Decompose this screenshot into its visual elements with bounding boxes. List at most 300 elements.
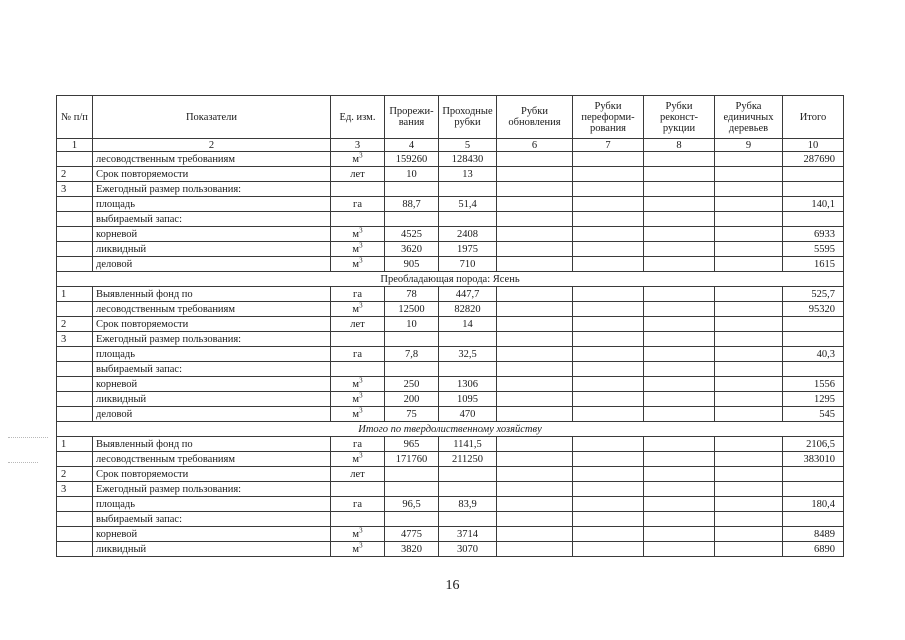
single-tree-cutting-cell [715,257,783,272]
thinning-value: 965 [385,437,439,452]
table-row [57,347,844,362]
row-number [57,452,93,467]
renewal-cutting-cell [497,197,573,212]
unit-exponent: 3 [359,376,363,384]
indicator-label: ликвидный [93,542,331,557]
unit-text: м [352,393,360,405]
reconstruction-cutting-cell [644,302,715,317]
table-row [57,182,844,197]
indicator-label: площадь [93,497,331,512]
unit-cell [331,407,385,422]
table-row [57,497,844,512]
passage-cutting-value: 710 [439,257,497,272]
thinning-value: 905 [385,257,439,272]
thinning-value: 4525 [385,227,439,242]
column-number: 1 [57,139,93,152]
unit-exponent: 3 [359,526,363,534]
renewal-cutting-cell [497,452,573,467]
row-number [57,512,93,527]
reconstruction-cutting-cell [644,332,715,347]
renewal-cutting-cell [497,497,573,512]
indicator-label: корневой [93,377,331,392]
passage-cutting-value: 1141,5 [439,437,497,452]
thinning-value: 96,5 [385,497,439,512]
renewal-cutting-cell [497,212,573,227]
table-row [57,467,844,482]
row-number: 1 [57,437,93,452]
table-row [57,437,844,452]
single-tree-cutting-cell [715,497,783,512]
reformation-cutting-cell [573,392,644,407]
row-number [57,227,93,242]
table-row [57,242,844,257]
row-number: 1 [57,287,93,302]
passage-cutting-value: 3070 [439,542,497,557]
total-value [783,482,844,497]
single-tree-cutting-cell [715,332,783,347]
passage-cutting-value [439,182,497,197]
reconstruction-cutting-cell [644,437,715,452]
reconstruction-cutting-cell [644,317,715,332]
single-tree-cutting-cell [715,452,783,467]
renewal-cutting-cell [497,152,573,167]
thinning-value [385,512,439,527]
single-tree-cutting-cell [715,212,783,227]
row-number [57,542,93,557]
table-row [57,197,844,212]
unit-cell [331,512,385,527]
passage-cutting-value: 82820 [439,302,497,317]
unit-text: м [352,303,360,315]
unit-cell [331,167,385,182]
table-row [57,212,844,227]
total-value: 525,7 [783,287,844,302]
indicator-label: Выявленный фонд по [93,287,331,302]
column-header: Показатели [93,96,331,139]
unit-text: га [353,348,362,360]
unit-text: м [352,258,360,270]
unit-text: лет [350,168,365,180]
thinning-value: 12500 [385,302,439,317]
table-row [57,257,844,272]
passage-cutting-value: 14 [439,317,497,332]
table-row [57,407,844,422]
reconstruction-cutting-cell [644,347,715,362]
row-number [57,212,93,227]
renewal-cutting-cell [497,257,573,272]
reformation-cutting-cell [573,227,644,242]
single-tree-cutting-cell [715,302,783,317]
indicator-label: корневой [93,527,331,542]
unit-text: м [352,408,360,420]
total-value: 6933 [783,227,844,242]
table-row [57,377,844,392]
column-number: 8 [644,139,715,152]
table-row [57,482,844,497]
row-number [57,362,93,377]
row-number [57,302,93,317]
reconstruction-cutting-cell [644,482,715,497]
unit-text: м [352,378,360,390]
indicator-label: лесоводственным требованиям [93,302,331,317]
unit-cell [331,392,385,407]
unit-exponent: 3 [359,451,363,459]
reconstruction-cutting-cell [644,452,715,467]
renewal-cutting-cell [497,392,573,407]
single-tree-cutting-cell [715,287,783,302]
row-number [57,152,93,167]
unit-exponent: 3 [359,391,363,399]
reformation-cutting-cell [573,212,644,227]
reconstruction-cutting-cell [644,527,715,542]
passage-cutting-value: 83,9 [439,497,497,512]
total-value: 40,3 [783,347,844,362]
unit-cell [331,227,385,242]
thinning-value [385,332,439,347]
thinning-value: 171760 [385,452,439,467]
total-value [783,212,844,227]
passage-cutting-value: 470 [439,407,497,422]
thinning-value: 3820 [385,542,439,557]
unit-exponent: 3 [359,406,363,414]
passage-cutting-value: 128430 [439,152,497,167]
column-number: 5 [439,139,497,152]
total-value [783,332,844,347]
column-number: 10 [783,139,844,152]
indicator-label: деловой [93,257,331,272]
single-tree-cutting-cell [715,182,783,197]
unit-cell [331,362,385,377]
unit-cell [331,242,385,257]
indicator-label: Срок повторяемости [93,167,331,182]
unit-cell [331,257,385,272]
section-row [57,272,844,287]
total-value: 1556 [783,377,844,392]
reformation-cutting-cell [573,407,644,422]
column-header: Итого [783,96,844,139]
unit-cell [331,452,385,467]
row-number: 3 [57,482,93,497]
unit-cell [331,287,385,302]
reformation-cutting-cell [573,512,644,527]
unit-text: га [353,438,362,450]
unit-text: га [353,198,362,210]
row-number [57,347,93,362]
reformation-cutting-cell [573,257,644,272]
passage-cutting-value: 51,4 [439,197,497,212]
renewal-cutting-cell [497,287,573,302]
indicator-label: площадь [93,197,331,212]
renewal-cutting-cell [497,362,573,377]
reformation-cutting-cell [573,152,644,167]
column-number: 7 [573,139,644,152]
reconstruction-cutting-cell [644,152,715,167]
total-value: 5595 [783,242,844,257]
reformation-cutting-cell [573,437,644,452]
reconstruction-cutting-cell [644,467,715,482]
reconstruction-cutting-cell [644,392,715,407]
passage-cutting-value [439,362,497,377]
unit-text: га [353,498,362,510]
column-header: Рубки переформи-рования [573,96,644,139]
thinning-value [385,362,439,377]
indicator-label: Ежегодный размер пользования: [93,182,331,197]
row-number [57,377,93,392]
single-tree-cutting-cell [715,392,783,407]
total-value: 383010 [783,452,844,467]
reconstruction-cutting-cell [644,377,715,392]
reconstruction-cutting-cell [644,257,715,272]
renewal-cutting-cell [497,182,573,197]
passage-cutting-value: 13 [439,167,497,182]
single-tree-cutting-cell [715,407,783,422]
single-tree-cutting-cell [715,437,783,452]
column-header: Ед. изм. [331,96,385,139]
reconstruction-cutting-cell [644,182,715,197]
renewal-cutting-cell [497,242,573,257]
unit-text: м [352,228,360,240]
passage-cutting-value: 32,5 [439,347,497,362]
unit-cell [331,497,385,512]
total-value: 1615 [783,257,844,272]
column-number-row [57,139,844,152]
table-row [57,332,844,347]
unit-text: м [352,153,360,165]
thinning-value: 7,8 [385,347,439,362]
renewal-cutting-cell [497,332,573,347]
unit-exponent: 3 [359,226,363,234]
column-header: Рубки обновления [497,96,573,139]
section-title: Преобладающая порода: Ясень [57,272,844,287]
reformation-cutting-cell [573,542,644,557]
unit-text: м [352,453,360,465]
passage-cutting-value [439,512,497,527]
unit-cell [331,182,385,197]
unit-cell [331,347,385,362]
reconstruction-cutting-cell [644,212,715,227]
reconstruction-cutting-cell [644,242,715,257]
total-value [783,467,844,482]
reformation-cutting-cell [573,467,644,482]
indicator-label: выбираемый запас: [93,212,331,227]
thinning-value: 250 [385,377,439,392]
unit-exponent: 3 [359,151,363,159]
reconstruction-cutting-cell [644,542,715,557]
renewal-cutting-cell [497,437,573,452]
indicator-label: лесоводственным требованиям [93,452,331,467]
column-number: 2 [93,139,331,152]
row-number: 3 [57,332,93,347]
reconstruction-cutting-cell [644,497,715,512]
indicator-label: Ежегодный размер пользования: [93,482,331,497]
renewal-cutting-cell [497,512,573,527]
thinning-value [385,467,439,482]
single-tree-cutting-cell [715,152,783,167]
row-number [57,527,93,542]
unit-cell [331,332,385,347]
single-tree-cutting-cell [715,197,783,212]
single-tree-cutting-cell [715,467,783,482]
table-header-row [57,96,844,139]
reformation-cutting-cell [573,197,644,212]
row-number [57,407,93,422]
passage-cutting-value [439,467,497,482]
renewal-cutting-cell [497,482,573,497]
table-row [57,167,844,182]
row-number [57,392,93,407]
reformation-cutting-cell [573,347,644,362]
unit-text: м [352,543,360,555]
thinning-value: 78 [385,287,439,302]
passage-cutting-value [439,332,497,347]
single-tree-cutting-cell [715,482,783,497]
reconstruction-cutting-cell [644,287,715,302]
unit-cell [331,212,385,227]
table-row [57,392,844,407]
reconstruction-cutting-cell [644,407,715,422]
column-number: 3 [331,139,385,152]
reformation-cutting-cell [573,287,644,302]
reformation-cutting-cell [573,302,644,317]
thinning-value: 200 [385,392,439,407]
total-value: 545 [783,407,844,422]
reformation-cutting-cell [573,527,644,542]
renewal-cutting-cell [497,377,573,392]
total-value [783,317,844,332]
unit-cell [331,377,385,392]
total-value: 1295 [783,392,844,407]
unit-text: м [352,528,360,540]
passage-cutting-value: 447,7 [439,287,497,302]
reformation-cutting-cell [573,317,644,332]
unit-cell [331,527,385,542]
section-row [57,422,844,437]
reformation-cutting-cell [573,452,644,467]
reconstruction-cutting-cell [644,167,715,182]
thinning-value [385,482,439,497]
indicator-label: ликвидный [93,392,331,407]
column-header: Проходные рубки [439,96,497,139]
unit-text: лет [350,318,365,330]
row-number [57,197,93,212]
reformation-cutting-cell [573,332,644,347]
column-number: 6 [497,139,573,152]
passage-cutting-value: 2408 [439,227,497,242]
indicator-label: деловой [93,407,331,422]
indicator-label: корневой [93,227,331,242]
total-value: 2106,5 [783,437,844,452]
column-header: Рубка единичных деревьев [715,96,783,139]
column-header: № п/п [57,96,93,139]
unit-cell [331,542,385,557]
renewal-cutting-cell [497,302,573,317]
row-number [57,242,93,257]
indicator-label: площадь [93,347,331,362]
single-tree-cutting-cell [715,227,783,242]
indicator-label: Срок повторяемости [93,467,331,482]
total-value [783,362,844,377]
table-row [57,452,844,467]
reformation-cutting-cell [573,377,644,392]
indicator-label: Срок повторяемости [93,317,331,332]
thinning-value: 88,7 [385,197,439,212]
passage-cutting-value: 1975 [439,242,497,257]
unit-text: лет [350,468,365,480]
total-value: 287690 [783,152,844,167]
total-value: 180,4 [783,497,844,512]
single-tree-cutting-cell [715,317,783,332]
single-tree-cutting-cell [715,167,783,182]
indicator-label: лесоводственным требованиям [93,152,331,167]
column-number: 4 [385,139,439,152]
reformation-cutting-cell [573,362,644,377]
reconstruction-cutting-cell [644,362,715,377]
thinning-value: 159260 [385,152,439,167]
total-value [783,167,844,182]
row-number: 3 [57,182,93,197]
reformation-cutting-cell [573,482,644,497]
row-number: 2 [57,167,93,182]
reconstruction-cutting-cell [644,512,715,527]
indicator-label: Выявленный фонд по [93,437,331,452]
table-row [57,317,844,332]
reformation-cutting-cell [573,497,644,512]
reformation-cutting-cell [573,242,644,257]
unit-cell [331,437,385,452]
unit-exponent: 3 [359,541,363,549]
renewal-cutting-cell [497,467,573,482]
thinning-value [385,212,439,227]
renewal-cutting-cell [497,542,573,557]
single-tree-cutting-cell [715,377,783,392]
single-tree-cutting-cell [715,347,783,362]
single-tree-cutting-cell [715,362,783,377]
table-row [57,227,844,242]
column-header: Прорежи-вания [385,96,439,139]
total-value [783,512,844,527]
passage-cutting-value: 1306 [439,377,497,392]
indicator-label: ликвидный [93,242,331,257]
indicator-label: выбираемый запас: [93,362,331,377]
renewal-cutting-cell [497,347,573,362]
table-row [57,287,844,302]
column-number: 9 [715,139,783,152]
total-value: 95320 [783,302,844,317]
unit-cell [331,197,385,212]
scan-margin-mark [8,462,38,464]
reconstruction-cutting-cell [644,227,715,242]
renewal-cutting-cell [497,227,573,242]
reconstruction-cutting-cell [644,197,715,212]
total-value [783,182,844,197]
row-number: 2 [57,467,93,482]
row-number [57,257,93,272]
renewal-cutting-cell [497,167,573,182]
row-number [57,497,93,512]
thinning-value [385,182,439,197]
passage-cutting-value [439,212,497,227]
thinning-value: 75 [385,407,439,422]
unit-cell [331,317,385,332]
table-row [57,302,844,317]
thinning-value: 3620 [385,242,439,257]
indicator-label: Ежегодный размер пользования: [93,332,331,347]
single-tree-cutting-cell [715,527,783,542]
page-number: 16 [445,578,460,593]
unit-cell [331,152,385,167]
column-header: Рубки реконст-рукции [644,96,715,139]
passage-cutting-value [439,482,497,497]
